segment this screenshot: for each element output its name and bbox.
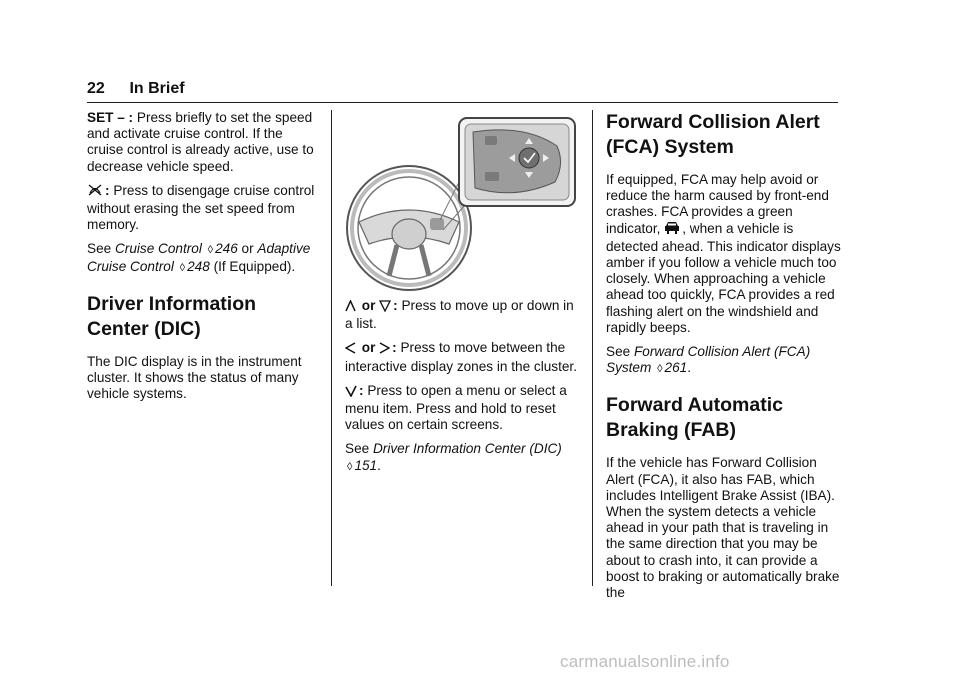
left-arrow-icon <box>345 342 356 358</box>
steering-wheel-controls-illustration <box>345 110 577 292</box>
ref-cruise-control[interactable]: Cruise Control <box>114 241 202 257</box>
fca-paragraph: If equipped, FCA may help avoid or reduce the harm caused by front-end crashes. FCA provides a green indicator, , when a vehicle is detected ahead. This indicator displays amber if you follow a vehicle much too closely. When approaching a vehicle ahead too quickly, FCA provides a red flashing alert on the windshield and rapidly beeps. <box>606 172 841 335</box>
cruise-reference: See Cruise Control ◊ 246 or Adaptive Cruise Control ◊ 248 (If Equipped). <box>87 241 311 274</box>
column-divider-2 <box>592 110 593 586</box>
set-term: SET <box>87 110 114 125</box>
ref-cruise-control-page[interactable]: 246 <box>215 241 238 257</box>
fab-paragraph: If the vehicle has Forward Collision Alert (FCA), it also has FAB, which includes Intelligent Brake Assist (IBA). When the system detects a vehicle ahead in your path that is traveling in the same direction that you may be about to crash into, it can provide a boost to braking or automatically brake the <box>606 455 840 601</box>
column-3 <box>606 110 842 609</box>
cancel-description: Press to disengage cruise control without erasing the set speed from memory. <box>87 182 315 233</box>
select-description: Press to open a menu or select a menu item. Press and hold to reset values on certain screens. <box>345 382 567 433</box>
dic-paragraph: The DIC display is in the instrument cluster. It shows the status of many vehicle systems. <box>87 353 302 402</box>
fab-heading: Forward Automatic Braking (FAB) <box>606 394 783 442</box>
fca-reference: See Forward Collision Alert (FCA) System ◊ 261. <box>606 344 811 376</box>
right-arrow-icon <box>379 342 390 358</box>
set-minus-symbol: – <box>117 110 125 125</box>
leftright-description: Press to move between the interactive display zones in the cluster. <box>345 340 577 374</box>
select-paragraph: : Press to open a menu or select a menu item. Press and hold to reset values on certain screens. <box>345 382 567 433</box>
section-title: In Brief <box>129 80 185 97</box>
leftright-paragraph: or : Press to move between the interactive display zones in the cluster. <box>345 340 577 374</box>
column-divider-1 <box>331 110 332 586</box>
ref-adaptive-cruise[interactable]: Adaptive Cruise Control <box>87 241 311 274</box>
page-number: 22 <box>87 80 105 97</box>
ref-dic[interactable]: Driver Information Center (DIC) <box>372 441 562 457</box>
vehicle-ahead-indicator-icon <box>664 221 680 239</box>
page-ref-arrow-icon: ◊ <box>207 244 214 257</box>
page-ref-arrow-icon: ◊ <box>347 460 353 473</box>
updown-paragraph: or : Press to move up or down in a list. <box>345 298 574 332</box>
page-header <box>87 80 185 98</box>
steering-wheel-icon <box>347 166 471 290</box>
watermark: carmanualsonline.info <box>560 652 730 671</box>
column-1 <box>87 110 317 410</box>
ref-fca-page[interactable]: 261 <box>664 360 688 376</box>
dic-heading: Driver Information Center (DIC) <box>87 292 257 340</box>
down-arrow-icon <box>379 300 391 316</box>
set-description: Press briefly to set the speed and activate cruise control. If the cruise control is already active, use to decrease vehicle speed. <box>87 110 314 174</box>
up-arrow-icon <box>345 300 356 316</box>
fca-heading: Forward Collision Alert (FCA) System <box>606 111 820 158</box>
dic-reference: See Driver Information Center (DIC) ◊ 151. <box>345 441 562 473</box>
cancel-paragraph: : Press to disengage cruise control without erasing the set speed from memory. <box>87 182 315 233</box>
header-rule <box>87 102 838 103</box>
ref-dic-page[interactable]: 151 <box>354 457 378 473</box>
ref-fca[interactable]: Forward Collision Alert (FCA) System <box>606 344 811 376</box>
cruise-cancel-icon <box>87 183 103 201</box>
set-paragraph: SET – : Press briefly to set the speed and activate cruise control. If the cruise control is already active, use to decrease vehicle speed. <box>87 110 314 174</box>
page-ref-arrow-icon: ◊ <box>657 363 663 376</box>
checkmark-icon <box>345 385 357 401</box>
updown-description: Press to move up or down in a list. <box>345 298 574 332</box>
column-2 <box>345 110 577 483</box>
ref-adaptive-cruise-page[interactable]: 248 <box>187 258 210 274</box>
page-ref-arrow-icon: ◊ <box>179 261 186 274</box>
